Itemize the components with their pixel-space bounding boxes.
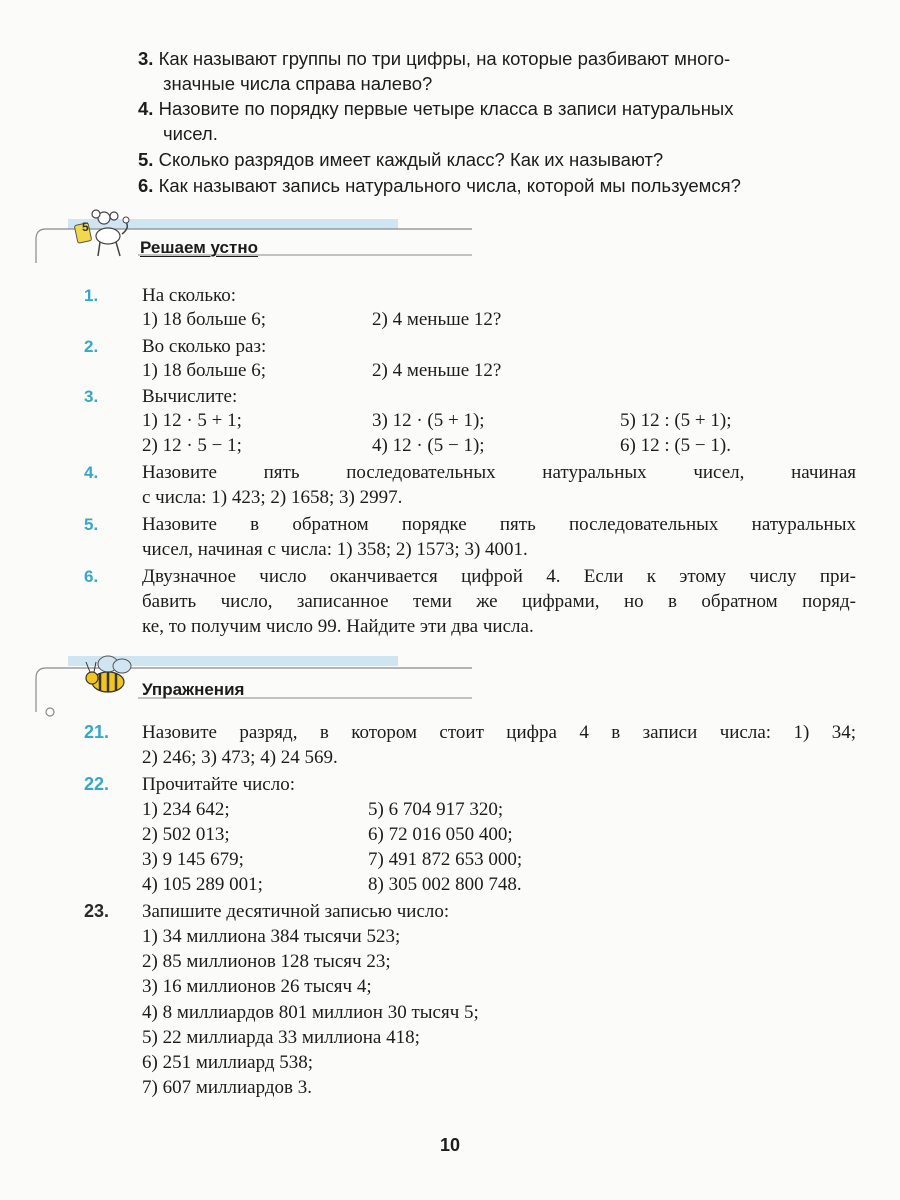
exercise-number: 23.	[84, 901, 110, 921]
bee-icon	[82, 648, 134, 698]
oral-task-option: 2) 4 меньше 12?	[372, 309, 502, 330]
oral-task-option: 1) 18 больше 6;	[142, 360, 266, 381]
question-text: Сколько разрядов имеет каждый класс? Как их называют?	[158, 149, 664, 170]
oral-task-text-cont: с числа: 1) 423; 2) 1658; 3) 2997.	[142, 487, 403, 508]
question-number: 6.	[138, 175, 154, 196]
oral-task-number: 5.	[84, 515, 99, 534]
exercise-option: 1) 34 миллиона 384 тысячи 523;	[142, 926, 401, 947]
question-6	[138, 174, 856, 199]
question-number: 4.	[138, 98, 154, 119]
exercise-text: Прочитайте число:	[142, 774, 295, 795]
page-number: 10	[439, 1135, 461, 1155]
exercise-text: Запишите десятичной записью число:	[142, 901, 450, 922]
exercise-option: 4) 105 289 001;	[142, 874, 263, 895]
oral-task-number: 3.	[84, 387, 99, 406]
oral-task-number: 6.	[84, 567, 99, 586]
poodle-badge-number: 5	[82, 220, 89, 234]
oral-task-text-cont: чисел, начиная с числа: 1) 358; 2) 1573; 3) 4001.	[142, 539, 528, 560]
question-text: Назовите по порядку первые четыре класса в записи натуральных	[158, 98, 734, 119]
exercise-option: 2) 502 013;	[142, 824, 230, 845]
oral-task-text: Во сколько раз:	[142, 336, 267, 357]
oral-task-option: 4) 12 · (5 − 1);	[372, 435, 485, 456]
oral-task-option: 1) 12 · 5 + 1;	[142, 410, 242, 431]
question-3	[138, 47, 856, 96]
exercise-option: 6) 72 016 050 400;	[368, 824, 513, 845]
oral-task-option: 5) 12 : (5 + 1);	[620, 410, 732, 431]
exercise-text: Назовите разряд, в котором стоит цифра 4 в записи числа: 1) 34;	[142, 722, 856, 743]
oral-task-number: 1.	[84, 286, 99, 305]
oral-task-option: 1) 18 больше 6;	[142, 309, 266, 330]
exercise-option: 5) 6 704 917 320;	[368, 799, 504, 820]
oral-task-text: Назовите в обратном порядке пять последовательных натуральных	[142, 514, 856, 535]
poodle-icon	[70, 206, 132, 262]
oral-task-text: Назовите пять последовательных натуральных чисел, начиная	[142, 462, 856, 483]
exercises-section-title: Упражнения	[142, 680, 245, 699]
question-number: 5.	[138, 149, 154, 170]
oral-task-option: 3) 12 · (5 + 1);	[372, 410, 485, 431]
exercise-option: 3) 9 145 679;	[142, 849, 244, 870]
oral-task-text: На сколько:	[142, 285, 237, 306]
oral-task-text-cont: ке, то получим число 99. Найдите эти два числа.	[142, 616, 534, 637]
question-5	[138, 148, 856, 173]
oral-task-text: Двузначное число оканчивается цифрой 4. Если к этому числу при-	[142, 566, 856, 587]
exercise-option: 3) 16 миллионов 26 тысяч 4;	[142, 976, 372, 997]
oral-section-title: Решаем устно	[140, 238, 258, 257]
exercise-option: 7) 491 872 653 000;	[368, 849, 523, 870]
exercise-option: 5) 22 миллиарда 33 миллиона 418;	[142, 1027, 420, 1048]
exercise-number: 22.	[84, 774, 110, 794]
question-text: Как называют группы по три цифры, на которые разбивают много-	[158, 48, 731, 69]
oral-task-option: 2) 4 меньше 12?	[372, 360, 502, 381]
question-text-cont: значные числа справа налево?	[163, 72, 433, 94]
exercise-option: 6) 251 миллиард 538;	[142, 1052, 314, 1073]
exercise-number: 21.	[84, 722, 110, 742]
oral-task-number: 2.	[84, 337, 99, 356]
exercise-option: 2) 85 миллионов 128 тысяч 23;	[142, 951, 391, 972]
exercise-option: 8) 305 002 800 748.	[368, 874, 522, 895]
question-4	[138, 97, 856, 146]
exercise-option: 7) 607 миллиардов 3.	[142, 1077, 312, 1098]
exercise-text-cont: 2) 246; 3) 473; 4) 24 569.	[142, 747, 338, 768]
question-number: 3.	[138, 48, 154, 69]
exercise-option: 1) 234 642;	[142, 799, 230, 820]
oral-task-text-cont: бавить число, записанное теми же цифрами, но в обратном поряд-	[142, 591, 856, 612]
oral-task-option: 2) 12 · 5 − 1;	[142, 435, 242, 456]
question-text-cont: чисел.	[163, 122, 218, 144]
question-text: Как называют запись натурального числа, которой мы пользуемся?	[158, 175, 741, 196]
oral-task-number: 4.	[84, 463, 99, 482]
exercise-option: 4) 8 миллиардов 801 миллион 30 тысяч 5;	[142, 1002, 479, 1023]
oral-task-option: 6) 12 : (5 − 1).	[620, 435, 731, 456]
oral-task-text: Вычислите:	[142, 386, 238, 407]
